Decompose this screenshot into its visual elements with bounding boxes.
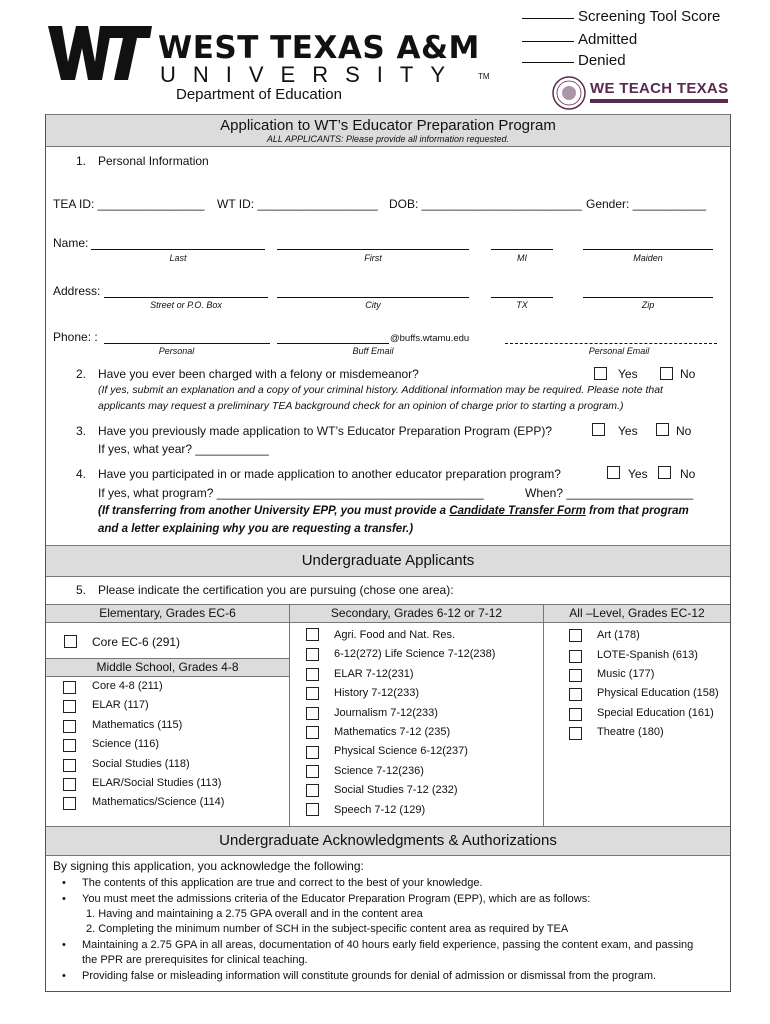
q5-text: Please indicate the certification you are pursuing (chose one area): xyxy=(98,583,454,597)
cert-checkbox[interactable] xyxy=(306,726,319,739)
cert-checkbox[interactable] xyxy=(569,669,582,682)
city-input[interactable] xyxy=(277,297,469,298)
phone-label: Phone: : xyxy=(53,330,98,344)
q4-program-field[interactable]: If yes, what program? ________________________________________ xyxy=(98,486,484,500)
q4-number: 4. xyxy=(76,467,87,481)
buff-email-domain: @buffs.wtamu.edu xyxy=(390,333,470,344)
cert-label: ELAR (117) xyxy=(92,699,149,711)
column-divider xyxy=(543,604,544,826)
mi-caption: MI xyxy=(517,253,527,263)
secondary-column-header: Secondary, Grades 6-12 or 7-12 xyxy=(290,604,543,623)
q4-yes-checkbox[interactable] xyxy=(607,466,620,479)
maiden-name-input[interactable] xyxy=(583,249,713,250)
street-input[interactable] xyxy=(104,297,268,298)
first-name-input[interactable] xyxy=(277,249,469,250)
denied-field[interactable]: Denied xyxy=(522,52,626,69)
q2-yes-checkbox[interactable] xyxy=(594,367,607,380)
cert-checkbox[interactable] xyxy=(306,746,319,759)
q2-yes-label: Yes xyxy=(618,367,638,381)
buff-email-input[interactable] xyxy=(277,343,389,344)
ack-item: Maintaining a 2.75 GPA in all areas, documentation of 40 hours early field experience, passing the content exam, and passing xyxy=(82,939,694,951)
middle-school-header: Middle School, Grades 4-8 xyxy=(46,658,289,677)
cert-label: History 7-12(233) xyxy=(334,687,419,699)
we-teach-texas-logo: WE TEACH TEXAS xyxy=(590,80,729,97)
q3-no-label: No xyxy=(676,424,692,438)
cert-label: Physical Science 6-12(237) xyxy=(334,745,468,757)
form-subtitle: ALL APPLICANTS: Please provide all information requested. xyxy=(266,134,510,144)
all-level-column-header: All –Level, Grades EC-12 xyxy=(544,604,730,623)
cert-label: Science (116) xyxy=(92,738,160,750)
cert-checkbox[interactable] xyxy=(306,803,319,816)
state-caption: TX xyxy=(516,300,528,310)
cert-checkbox[interactable] xyxy=(306,648,319,661)
cert-checkbox[interactable] xyxy=(64,635,77,648)
cert-label: Social Studies 7-12 (232) xyxy=(334,784,458,796)
bullet-icon: • xyxy=(62,877,66,889)
cert-checkbox[interactable] xyxy=(306,628,319,641)
cert-checkbox[interactable] xyxy=(63,700,76,713)
ack-item: Providing false or misleading information will constitute grounds for denial of admission or dismissal from the program. xyxy=(82,970,657,982)
bullet-icon: • xyxy=(62,970,66,982)
cert-label: Art (178) xyxy=(597,629,640,641)
cert-label: Special Education (161) xyxy=(597,707,714,719)
q3-number: 3. xyxy=(76,424,87,438)
personal-phone-caption: Personal xyxy=(158,346,195,356)
q2-number: 2. xyxy=(76,367,87,381)
cert-label: ELAR/Social Studies (113) xyxy=(92,777,222,789)
cert-checkbox[interactable] xyxy=(306,784,319,797)
cert-label: Social Studies (118) xyxy=(92,758,190,770)
personal-email-caption: Personal Email xyxy=(588,346,650,356)
personal-email-input[interactable] xyxy=(505,343,717,344)
university-name: WEST TEXAS A&M xyxy=(158,30,480,66)
cert-label: Mathematics/Science (114) xyxy=(92,796,225,808)
mi-input[interactable] xyxy=(491,249,553,250)
wt-logo-mark xyxy=(48,22,152,84)
elementary-column-header: Elementary, Grades EC-6 xyxy=(46,604,289,623)
q3-yes-label: Yes xyxy=(618,424,638,438)
q4-yes-label: Yes xyxy=(628,467,648,481)
bullet-icon: • xyxy=(62,939,66,951)
q5-number: 5. xyxy=(76,583,87,597)
ack-item-continued: the PPR are prerequisites for clinical teaching. xyxy=(82,954,308,966)
cert-checkbox[interactable] xyxy=(63,720,76,733)
ack-item: The contents of this application are true and correct to the best of your knowledge. xyxy=(82,877,483,889)
cert-checkbox[interactable] xyxy=(306,707,319,720)
cert-checkbox[interactable] xyxy=(569,708,582,721)
cert-label: 6-12(272) Life Science 7-12(238) xyxy=(334,648,496,660)
ack-item: You must meet the admissions criteria of the Educator Preparation Program (EPP), which are as follows: xyxy=(82,893,591,905)
cert-label: Theatre (180) xyxy=(597,726,664,738)
gender-field[interactable]: Gender: ___________ xyxy=(586,197,707,211)
q4-no-label: No xyxy=(680,467,696,481)
cert-checkbox[interactable] xyxy=(306,687,319,700)
cert-checkbox[interactable] xyxy=(569,650,582,663)
undergraduate-applicants-heading: Undergraduate Applicants xyxy=(46,545,730,577)
cert-label: Mathematics (115) xyxy=(92,719,183,731)
last-name-input[interactable] xyxy=(91,249,265,250)
cert-checkbox[interactable] xyxy=(63,739,76,752)
section-1-number: 1. xyxy=(76,154,87,168)
cert-checkbox[interactable] xyxy=(569,727,582,740)
address-label: Address: xyxy=(53,284,101,298)
dob-field[interactable]: DOB: ________________________ xyxy=(389,197,582,211)
cert-checkbox[interactable] xyxy=(569,688,582,701)
buff-email-caption: Buff Email xyxy=(352,346,394,356)
q2-no-checkbox[interactable] xyxy=(660,367,673,380)
cert-label: Mathematics 7-12 (235) xyxy=(334,726,451,738)
q2-no-label: No xyxy=(680,367,696,381)
cert-checkbox[interactable] xyxy=(306,668,319,681)
university-seal-icon xyxy=(552,76,586,110)
cert-label: Core EC-6 (291) xyxy=(92,635,181,649)
state-input[interactable] xyxy=(491,297,553,298)
first-caption: First xyxy=(364,253,382,263)
form-title-bar xyxy=(46,114,730,147)
form-title: Application to WT’s Educator Preparation Program xyxy=(220,117,556,134)
zip-caption: Zip xyxy=(641,300,655,310)
cert-checkbox[interactable] xyxy=(63,681,76,694)
cert-checkbox[interactable] xyxy=(63,759,76,772)
candidate-transfer-form-link[interactable]: Candidate Transfer Form xyxy=(449,505,586,517)
ack-subitem: 2. Completing the minimum number of SCH in the subject-specific content area as required by TEA xyxy=(86,923,569,935)
cert-label: Core 4-8 (211) xyxy=(92,680,163,692)
we-teach-texas-bar xyxy=(590,99,728,103)
cert-checkbox[interactable] xyxy=(63,797,76,810)
cert-label: Music (177) xyxy=(597,668,655,680)
department-name: Department of Education xyxy=(176,86,342,103)
cert-checkbox[interactable] xyxy=(306,765,319,778)
cert-checkbox[interactable] xyxy=(63,778,76,791)
cert-checkbox[interactable] xyxy=(569,629,582,642)
university-word: UNIVERSITY xyxy=(160,62,463,87)
admitted-field[interactable]: Admitted xyxy=(522,31,637,48)
transfer-note-line-2: and a letter explaining why you are requesting a transfer.) xyxy=(98,523,414,535)
q2-note-line-2: applicants may request a preliminary TEA background check for an opinion of charge prior to starting a program.) xyxy=(98,400,624,412)
cert-label: Science 7-12(236) xyxy=(334,765,424,777)
q3-yes-checkbox[interactable] xyxy=(592,423,605,436)
cert-label: Journalism 7-12(233) xyxy=(334,707,438,719)
last-caption: Last xyxy=(169,253,187,263)
maiden-caption: Maiden xyxy=(633,253,663,263)
street-caption: Street or P.O. Box xyxy=(150,300,222,310)
cert-label: Speech 7-12 (129) xyxy=(334,804,426,816)
cert-label: Physical Education (158) xyxy=(597,687,719,699)
q4-when-field[interactable]: When? ___________________ xyxy=(525,486,694,500)
q3-text: Have you previously made application to WT’s Educator Preparation Program (EPP)? xyxy=(98,424,552,438)
q4-text: Have you participated in or made application to another educator preparation program? xyxy=(98,467,561,481)
acknowledgments-heading: Undergraduate Acknowledgments & Authorizations xyxy=(46,826,730,856)
wt-id-field[interactable]: WT ID: __________________ xyxy=(217,197,378,211)
cert-label: LOTE-Spanish (613) xyxy=(597,649,698,661)
q2-text: Have you ever been charged with a felony or misdemeanor? xyxy=(98,367,419,381)
bullet-icon: • xyxy=(62,893,66,905)
column-divider xyxy=(289,604,290,826)
trademark: TM xyxy=(478,72,490,81)
section-1-label: Personal Information xyxy=(98,154,209,168)
q2-note-line-1: (If yes, submit an explanation and a copy of your criminal history. Additional information may be required. Please note that xyxy=(98,384,663,396)
tea-id-field[interactable]: TEA ID: ________________ xyxy=(53,197,205,211)
cert-label: Agri. Food and Nat. Res. xyxy=(334,629,456,641)
q4-no-checkbox[interactable] xyxy=(658,466,671,479)
personal-phone-input[interactable] xyxy=(104,343,270,344)
cert-label: ELAR 7-12(231) xyxy=(334,668,414,680)
screening-score-field[interactable]: Screening Tool Score xyxy=(522,8,720,25)
ack-intro: By signing this application, you acknowledge the following: xyxy=(53,859,364,873)
q3-no-checkbox[interactable] xyxy=(656,423,669,436)
transfer-note-line-1: (If transferring from another University EPP, you must provide a Candidate Transfer Form from that program xyxy=(98,505,689,517)
city-caption: City xyxy=(365,300,381,310)
q3-year-field[interactable]: If yes, what year? ___________ xyxy=(98,442,269,456)
zip-input[interactable] xyxy=(583,297,713,298)
ack-subitem: 1. Having and maintaining a 2.75 GPA overall and in the content area xyxy=(86,908,423,920)
name-label: Name: xyxy=(53,236,89,250)
